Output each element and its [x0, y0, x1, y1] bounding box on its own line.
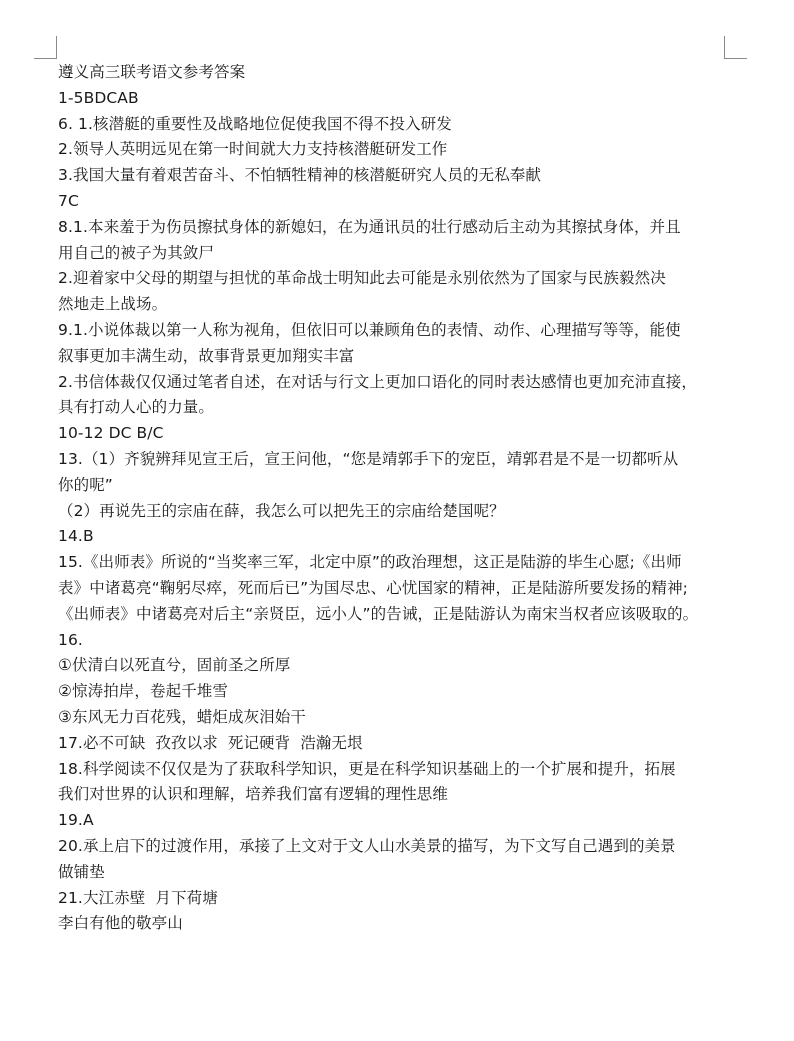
- answer-line: 《出师表》中诸葛亮对后主“亲贤臣，远小人”的告诫，正是陆游认为南宋当权者应该吸取的。: [58, 604, 699, 623]
- page-corner-mark-top-right: [724, 36, 747, 59]
- document-title: 遵义高三联考语文参考答案: [58, 63, 246, 81]
- answer-line: ③东风无力百花残，蜡炬成灰泪始干: [58, 707, 306, 726]
- answer-line: ②惊涛拍岸，卷起千堆雪: [58, 682, 228, 701]
- answer-line: 2.迎着家中父母的期望与担忧的革命战士明知此去可能是永别依然为了国家与民族毅然决: [58, 269, 666, 288]
- answer-line: 18.科学阅读不仅仅是为了获取科学知识，更是在科学知识基础上的一个扩展和提升，拓展: [58, 759, 676, 778]
- answer-line: 表》中诸葛亮“鞠躬尽瘁，死而后已”为国尽忠、心忧国家的精神，正是陆游所要发扬的精神;: [58, 578, 688, 597]
- answer-line: 3.我国大量有着艰苦奋斗、不怕牺牲精神的核潜艇研究人员的无私奉献: [58, 166, 541, 185]
- answer-line: 9.1.小说体裁以第一人称为视角，但依旧可以兼顾角色的表情、动作、心理描写等等，能使: [58, 320, 681, 339]
- answer-line: 19.A: [58, 811, 94, 830]
- answer-line: （2）再说先王的宗庙在薛，我怎么可以把先王的宗庙给楚国呢？: [58, 501, 505, 520]
- answer-line: 20.承上启下的过渡作用，承接了上文对于文人山水美景的描写，为下文写自己遇到的美景: [58, 836, 676, 855]
- answer-line: 具有打动人心的力量。: [58, 398, 215, 417]
- answer-line: 做铺垫: [58, 862, 105, 881]
- document-body: [58, 60, 738, 937]
- answer-line: 14.B: [58, 527, 94, 546]
- answer-line: 6. 1.核潜艇的重要性及战略地位促使我国不得不投入研发: [58, 114, 452, 133]
- answer-line: ①伏清白以死直兮，固前圣之所厚: [58, 656, 291, 675]
- answer-line: 8.1.本来羞于为伤员擦拭身体的新媳妇，在为通讯员的壮行感动后主动为其擦拭身体，并且: [58, 217, 681, 236]
- answer-line: 你的呢”: [58, 475, 113, 494]
- answer-line: 李白有他的敬亭山: [58, 914, 183, 933]
- answer-line: 21.大江赤壁 月下荷塘: [58, 888, 218, 907]
- answer-line: 13.（1）齐貌辨拜见宣王后，宣王问他，“您是靖郭手下的宠臣，靖郭君是不是一切都听从: [58, 449, 679, 468]
- answer-line: 1-5BDCAB: [58, 88, 139, 107]
- answer-line: 16.: [58, 630, 83, 649]
- answer-line: 2.领导人英明远见在第一时间就大力支持核潜艇研发工作: [58, 140, 448, 159]
- answer-line: 叙事更加丰满生动，故事背景更加翔实丰富: [58, 346, 355, 365]
- answer-line: 2.书信体裁仅仅通过笔者自述，在对话与行文上更加口语化的同时表达感情也更加充沛直接，: [58, 372, 697, 391]
- answer-line: 15.《出师表》所说的“当奖率三军，北定中原”的政治理想，这正是陆游的毕生心愿;《出师: [58, 553, 682, 572]
- answer-line: 10-12 DC B/C: [58, 424, 164, 443]
- page-corner-mark-top-left: [34, 36, 57, 59]
- answer-line: 7C: [58, 191, 79, 210]
- answer-line: 然地走上战场。: [58, 295, 168, 314]
- answer-line: 17.必不可缺 孜孜以求 死记硬背 浩瀚无垠: [58, 733, 363, 752]
- answer-line: 我们对世界的认识和理解，培养我们富有逻辑的理性思维: [58, 785, 449, 804]
- answer-line: 用自己的被子为其敛尸: [58, 243, 215, 262]
